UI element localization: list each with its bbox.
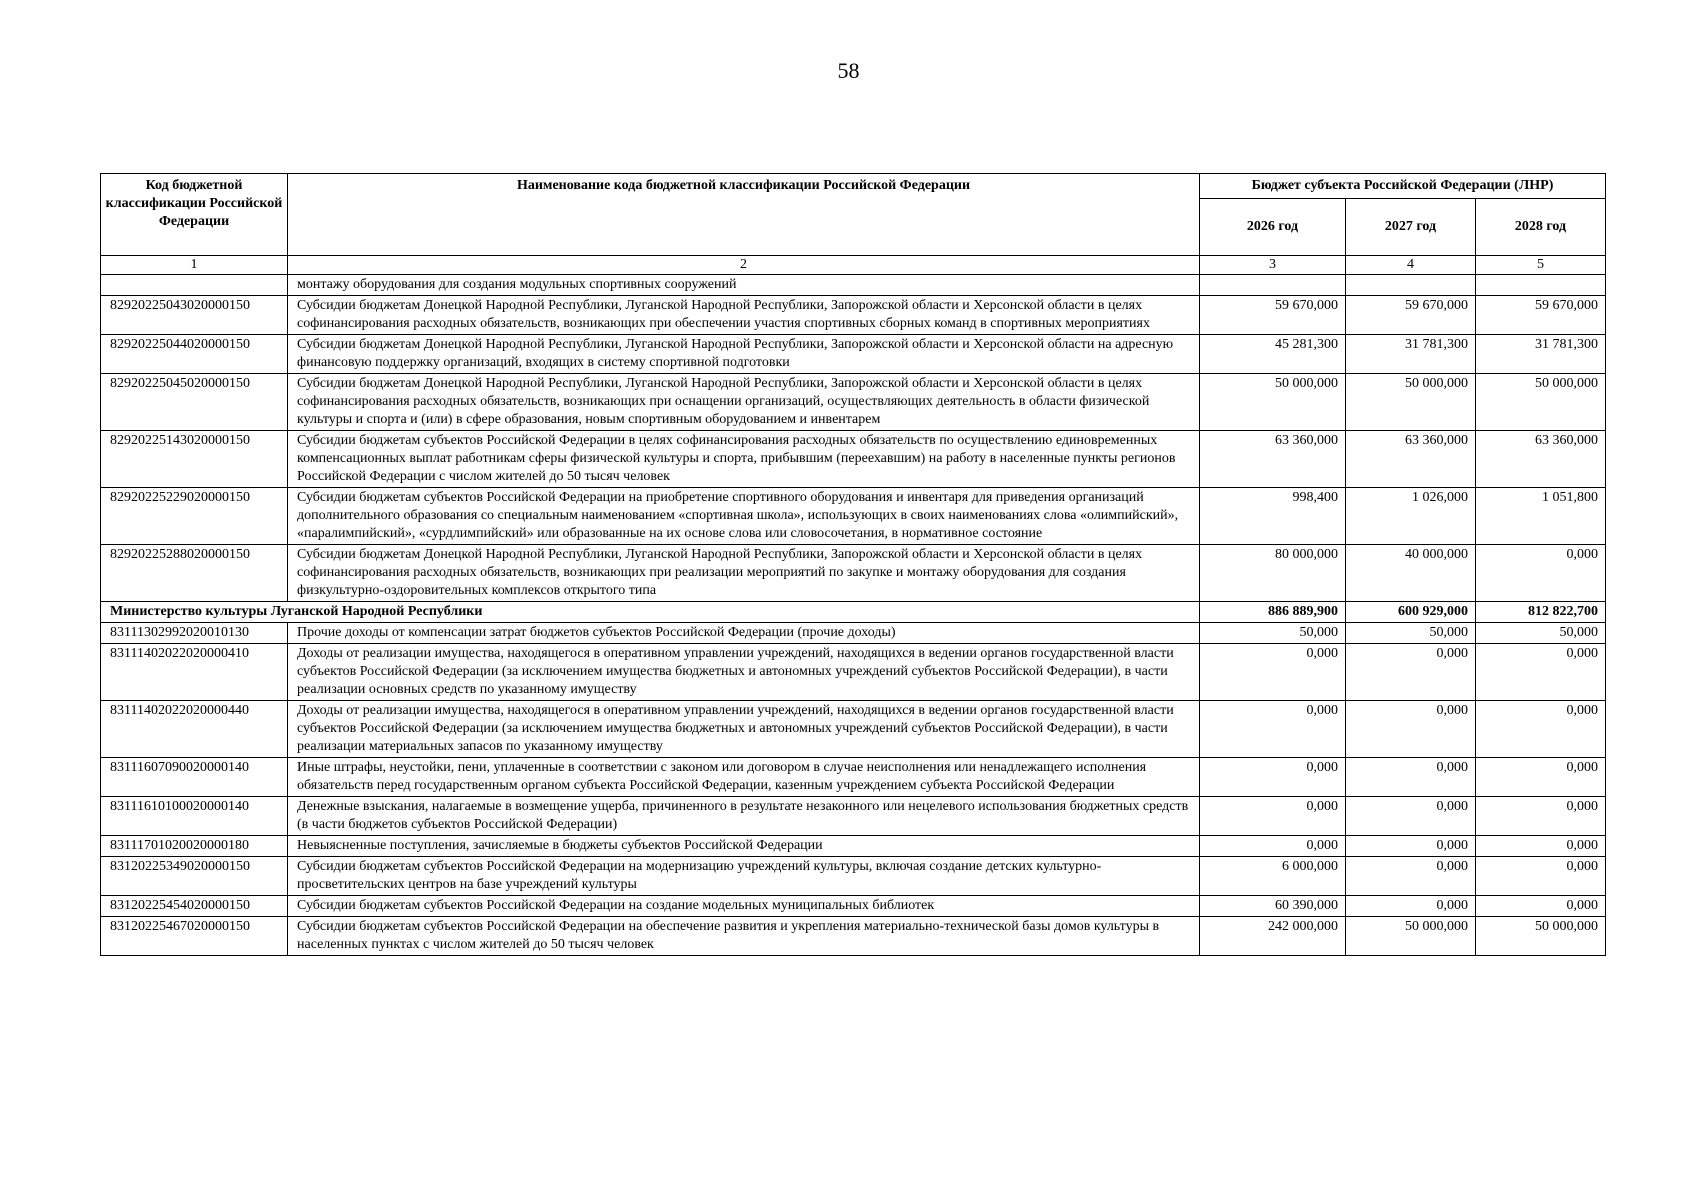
table-row [101,857,1606,896]
value-cell: 0,000 [1346,644,1476,701]
value-cell: 0,000 [1346,836,1476,857]
value-cell: 0,000 [1476,836,1606,857]
code-cell: 82920225045020000150 [101,374,288,431]
table-row [101,701,1606,758]
name-cell: Прочие доходы от компенсации затрат бюджетов субъектов Российской Федерации (прочие доходы) [288,623,1200,644]
table-row [101,431,1606,488]
code-cell: 83111302992020010130 [101,623,288,644]
name-cell: Субсидии бюджетам субъектов Российской Федерации на создание модельных муниципальных библиотек [288,896,1200,917]
value-cell: 0,000 [1476,896,1606,917]
value-cell: 0,000 [1476,701,1606,758]
value-cell: 0,000 [1200,701,1346,758]
name-cell: Доходы от реализации имущества, находящегося в оперативном управлении учреждений, находящихся в ведении органов государственной власти субъектов Российской Федерации (за исключением имущества бюджетных и автономных учреждений субъектов Российской Федерации), в части реализации основных средств по указанному имуществу [288,644,1200,701]
name-cell: Невыясненные поступления, зачисляемые в бюджеты субъектов Российской Федерации [288,836,1200,857]
section-name-cell: Министерство культуры Луганской Народной Республики [101,602,1200,623]
section-row [101,602,1606,623]
value-cell: 0,000 [1200,797,1346,836]
value-cell: 31 781,300 [1346,335,1476,374]
value-cell: 50 000,000 [1200,374,1346,431]
table-row [101,488,1606,545]
table-row [101,623,1606,644]
column-number: 4 [1346,256,1476,275]
value-cell: 50 000,000 [1476,917,1606,956]
column-number: 1 [101,256,288,275]
code-cell: 82920225044020000150 [101,335,288,374]
value-cell: 0,000 [1346,701,1476,758]
name-cell: Доходы от реализации имущества, находящегося в оперативном управлении учреждений, находящихся в ведении органов государственной власти субъектов Российской Федерации (за исключением имущества бюджетных и автономных учреждений субъектов Российской Федерации), в части реализации материальных запасов по указанному имуществу [288,701,1200,758]
code-cell: 83111402022020000410 [101,644,288,701]
name-cell: Субсидии бюджетам субъектов Российской Федерации в целях софинансирования расходных обязательств по осуществлению единовременных компенсационных выплат работникам сферы физической культуры и спорта, прибывшим (переехавшим) на работу в населенные пункты регионов Российской Федерации с числом жителей до 50 тысяч человек [288,431,1200,488]
name-cell: Субсидии бюджетам субъектов Российской Федерации на модернизацию учреждений культуры, включая создание детских культурно-просветительских центров на базе учреждений культуры [288,857,1200,896]
value-cell [1476,275,1606,296]
header-year-2026: 2026 год [1200,199,1346,256]
code-cell: 83111610100020000140 [101,797,288,836]
value-cell: 0,000 [1476,758,1606,797]
name-cell: Субсидии бюджетам субъектов Российской Федерации на обеспечение развития и укрепления материально-технической базы домов культуры в населенных пунктах с числом жителей до 50 тысяч человек [288,917,1200,956]
value-cell: 63 360,000 [1346,431,1476,488]
value-cell: 812 822,700 [1476,602,1606,623]
value-cell: 998,400 [1200,488,1346,545]
table-row [101,335,1606,374]
name-cell: Субсидии бюджетам Донецкой Народной Республики, Луганской Народной Республики, Запорожской области и Херсонской области в целях софинансирования расходных обязательств, возникающих при оснащении организаций, осуществляющих деятельность в области физической культуры и спорта и (или) в сфере образования, новым спортивным оборудованием и инвентарем [288,374,1200,431]
table-row [101,758,1606,797]
name-cell: Субсидии бюджетам Донецкой Народной Республики, Луганской Народной Республики, Запорожской области и Херсонской области на адресную финансовую поддержку организаций, входящих в систему спортивной подготовки [288,335,1200,374]
value-cell: 1 026,000 [1346,488,1476,545]
value-cell: 40 000,000 [1346,545,1476,602]
code-cell [101,275,288,296]
value-cell: 59 670,000 [1476,296,1606,335]
continuation-row [101,275,1606,296]
value-cell: 50 000,000 [1476,374,1606,431]
code-cell: 82920225288020000150 [101,545,288,602]
table-row [101,917,1606,956]
value-cell: 59 670,000 [1200,296,1346,335]
code-cell: 83120225349020000150 [101,857,288,896]
code-cell: 82920225043020000150 [101,296,288,335]
table-row [101,296,1606,335]
code-cell: 83120225467020000150 [101,917,288,956]
value-cell: 63 360,000 [1200,431,1346,488]
value-cell: 0,000 [1346,797,1476,836]
code-cell: 83111402022020000440 [101,701,288,758]
value-cell: 0,000 [1200,758,1346,797]
value-cell: 50,000 [1200,623,1346,644]
table-row [101,545,1606,602]
header-year-2027: 2027 год [1346,199,1476,256]
value-cell: 63 360,000 [1476,431,1606,488]
name-cell: Субсидии бюджетам субъектов Российской Федерации на приобретение спортивного оборудования и инвентаря для приведения организаций дополнительного образования со специальным наименованием «спортивная школа», использующих в своих наименованиях слова «олимпийский», «паралимпийский», «сурдлимпийский» или образованные на их основе слова или словосочетания, в нормативное состояние [288,488,1200,545]
code-cell: 82920225229020000150 [101,488,288,545]
value-cell: 0,000 [1476,797,1606,836]
name-cell: монтажу оборудования для создания модульных спортивных сооружений [288,275,1200,296]
code-cell: 83111607090020000140 [101,758,288,797]
table-row [101,896,1606,917]
value-cell: 1 051,800 [1476,488,1606,545]
page-number: 58 [837,58,860,83]
code-cell: 82920225143020000150 [101,431,288,488]
value-cell: 0,000 [1200,836,1346,857]
value-cell: 0,000 [1200,644,1346,701]
table-row [101,836,1606,857]
value-cell: 50,000 [1346,623,1476,644]
value-cell: 80 000,000 [1200,545,1346,602]
value-cell: 0,000 [1346,758,1476,797]
value-cell: 45 281,300 [1200,335,1346,374]
value-cell: 600 929,000 [1346,602,1476,623]
header-code: Код бюджетной классификации Российской Федерации [101,174,288,256]
column-number: 3 [1200,256,1346,275]
value-cell: 50 000,000 [1346,374,1476,431]
value-cell: 0,000 [1476,644,1606,701]
value-cell: 0,000 [1476,545,1606,602]
header-name: Наименование кода бюджетной классификации Российской Федерации [288,174,1200,256]
column-number: 2 [288,256,1200,275]
table-row [101,644,1606,701]
table-row [101,374,1606,431]
column-number: 5 [1476,256,1606,275]
name-cell: Субсидии бюджетам Донецкой Народной Республики, Луганской Народной Республики, Запорожской области и Херсонской области в целях софинансирования расходных обязательств, возникающих при обеспечении участия спортивных сборных команд в спортивных мероприятиях [288,296,1200,335]
name-cell: Иные штрафы, неустойки, пени, уплаченные в соответствии с законом или договором в случае неисполнения или ненадлежащего исполнения обязательств перед государственным органом субъекта Российской Федерации, казенным учреждением субъекта Российской Федерации [288,758,1200,797]
name-cell: Денежные взыскания, налагаемые в возмещение ущерба, причиненного в результате незаконного или нецелевого использования бюджетных средств (в части бюджетов субъектов Российской Федерации) [288,797,1200,836]
value-cell: 0,000 [1346,896,1476,917]
value-cell: 31 781,300 [1476,335,1606,374]
value-cell: 242 000,000 [1200,917,1346,956]
name-cell: Субсидии бюджетам Донецкой Народной Республики, Луганской Народной Республики, Запорожской области и Херсонской области в целях софинансирования расходных обязательств, возникающих при реализации мероприятий по закупке и монтажу оборудования для создания физкультурно-оздоровительных комплексов открытого типа [288,545,1200,602]
value-cell: 59 670,000 [1346,296,1476,335]
code-cell: 83111701020020000180 [101,836,288,857]
value-cell [1346,275,1476,296]
header-row-1 [101,174,1606,199]
value-cell: 60 390,000 [1200,896,1346,917]
value-cell: 0,000 [1346,857,1476,896]
value-cell: 0,000 [1476,857,1606,896]
column-numbers-row [101,256,1606,275]
budget-table [100,173,1606,956]
value-cell: 50,000 [1476,623,1606,644]
code-cell: 83120225454020000150 [101,896,288,917]
table-row [101,797,1606,836]
value-cell: 50 000,000 [1346,917,1476,956]
value-cell: 886 889,900 [1200,602,1346,623]
header-year-2028: 2028 год [1476,199,1606,256]
header-budget: Бюджет субъекта Российской Федерации (ЛНР) [1200,174,1606,199]
value-cell: 6 000,000 [1200,857,1346,896]
value-cell [1200,275,1346,296]
